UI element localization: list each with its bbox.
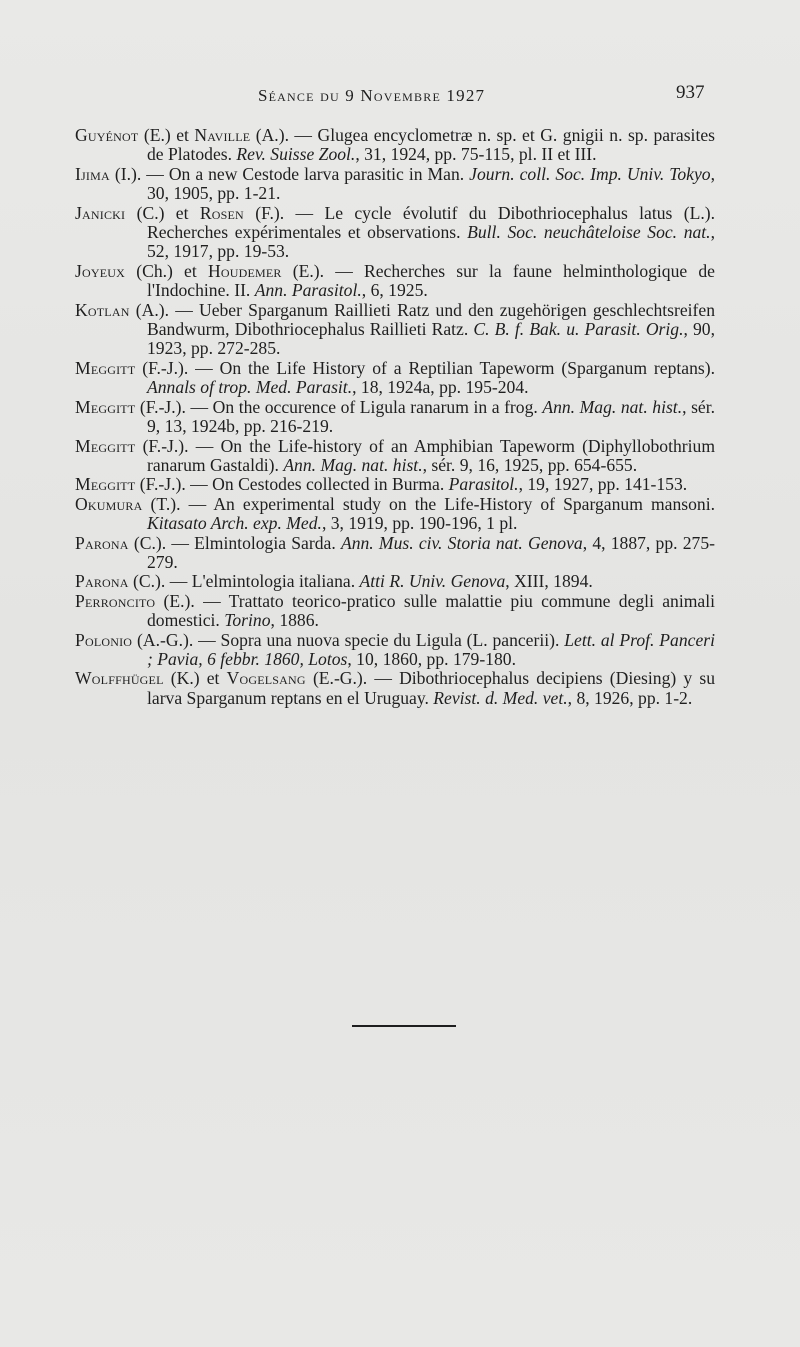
coauthor-initials: (A.). —	[250, 125, 318, 145]
entry-details: , 31, 1924, pp. 75-115, pl. II et III.	[355, 144, 597, 165]
bibliography-entry	[75, 437, 715, 476]
author-name: Meggitt	[75, 474, 136, 495]
author-name: Perroncito	[75, 590, 156, 611]
author-initials: (F.-J.). —	[135, 474, 213, 495]
journal-name: Ann. Mag. nat. hist.	[283, 454, 423, 475]
journal-name: Ann. Parasitol.	[254, 280, 362, 301]
bibliography-entry	[75, 534, 715, 573]
entry-title: Ueber Sparganum Raillieti Ratz und den zugehörigen geschlechtsreifen Bandwurm, Dibothriocephalus Raillieti Ratz.	[147, 299, 715, 340]
page-number: 937	[676, 82, 705, 103]
entry-details: , 4, 1887, pp. 275-279.	[147, 532, 716, 572]
coauthor-name: Vogelsang	[226, 668, 306, 689]
journal-name: Annals of trop. Med. Parasit.	[147, 377, 353, 398]
entry-details: , 90, 1923, pp. 272-285.	[147, 319, 715, 359]
author-initials: (E.). —	[155, 590, 229, 611]
journal-name: Parasitol.	[448, 474, 519, 495]
entry-details: , sér. 9, 16, 1925, pp. 654-655.	[422, 454, 638, 475]
coauthor-initials: (E.). —	[281, 260, 364, 281]
journal-name: Ann. Mus. civ. Storia nat. Genova	[340, 532, 583, 553]
author-name: Meggitt	[75, 435, 136, 456]
coauthor-name: Naville	[194, 125, 251, 145]
entry-title: On Cestodes collected in Burma.	[212, 474, 449, 495]
author-name: Kotlan	[75, 299, 130, 320]
author-name: Okumura	[75, 493, 143, 514]
author-initials: (C.) et	[125, 202, 200, 223]
journal-name: Torino	[224, 610, 271, 631]
coauthor-initials: (F.). —	[243, 202, 325, 223]
author-name: Guyénot	[75, 125, 139, 145]
journal-name: Rev. Suisse Zool.	[236, 144, 356, 165]
entry-title: Recherches sur la faune helminthologique de l'Indochine. II.	[147, 260, 715, 301]
entry-title: Trattato teorico-pratico sulle malattie piu commune degli animali domestici.	[147, 590, 716, 631]
author-initials: (I.). —	[109, 163, 169, 184]
author-name: Wolffhügel	[75, 668, 164, 689]
journal-name: Kitasato Arch. exp. Med.	[147, 513, 322, 534]
entry-title: Glugea encyclometræ n. sp. et G. gnigii n. sp. parasites de Platodes.	[147, 125, 715, 165]
entry-details: , 6, 1925.	[361, 280, 428, 301]
header-title: Séance du 9 Novembre 1927	[258, 86, 486, 105]
author-name: Parona	[75, 532, 129, 553]
author-initials: (E.) et	[138, 125, 195, 145]
author-initials: (A.). —	[129, 299, 199, 320]
coauthor-name: Houdemer	[207, 260, 282, 281]
journal-name: C. B. f. Bak. u. Parasit. Orig.	[473, 319, 684, 340]
bibliography-entry	[75, 669, 715, 708]
entry-title: On a new Cestode larva parasitic in Man.	[168, 163, 470, 184]
bibliography-entry	[75, 359, 715, 398]
entry-title: On the Life History of a Reptilian Tapeworm (Sparganum reptans).	[219, 357, 715, 378]
entry-title: Elmintologia Sarda.	[194, 532, 341, 553]
entry-title: Sopra una nuova specie du Ligula (L. pancerii).	[220, 629, 565, 650]
author-name: Meggitt	[75, 357, 136, 378]
entry-title: On the occurence of Ligula ranarum in a frog.	[212, 396, 543, 417]
bibliography-entry	[75, 572, 715, 591]
author-initials: (F.-J.). —	[135, 396, 213, 417]
entry-details: , 52, 1917, pp. 19-53.	[147, 222, 715, 262]
entry-details: , 1886.	[270, 610, 319, 631]
entry-details: , 19, 1927, pp. 141-153.	[518, 474, 688, 495]
bibliography-entry	[75, 475, 715, 494]
author-initials: (C.). —	[128, 571, 192, 592]
coauthor-name: Rosen	[199, 202, 244, 223]
journal-name: Lett. al Prof. Panceri ; Pavia, 6 febbr. 1860, Lotos	[147, 629, 715, 669]
journal-name: Ann. Mag. nat. hist.	[542, 396, 683, 417]
bibliography-entry	[75, 262, 715, 301]
bibliography-entry	[75, 592, 715, 631]
author-name: Meggitt	[75, 396, 136, 417]
bibliography-entry	[75, 126, 715, 165]
author-name: Ijima	[75, 163, 110, 184]
journal-name: Atti R. Univ. Genova	[359, 571, 506, 592]
author-initials: (Ch.) et	[125, 260, 208, 281]
entry-details: , XIII, 1894.	[505, 571, 593, 592]
entry-title: On the Life-history of an Amphibian Tapeworm (Diphyllobothrium ranarum Gastaldi).	[147, 435, 715, 475]
entry-title: Dibothriocephalus decipiens (Diesing) y su larva Sparganum reptans en el Uruguay.	[147, 668, 716, 708]
entry-title: An experimental study on the Life-History of Sparganum mansoni.	[213, 493, 716, 514]
end-rule	[352, 1025, 456, 1027]
journal-name: Revist. d. Med. vet.	[433, 687, 568, 708]
entry-details: , 30, 1905, pp. 1-21.	[147, 163, 715, 204]
entry-details: , sér. 9, 13, 1924b, pp. 216-219.	[147, 396, 716, 437]
bibliography-entry	[75, 301, 715, 359]
bibliography-entry	[75, 495, 715, 534]
entry-title: L'elmintologia italiana.	[191, 571, 360, 592]
running-header	[0, 82, 800, 112]
bibliography-entry	[75, 204, 715, 262]
entry-details: , 3, 1919, pp. 190-196, 1 pl.	[321, 513, 518, 534]
author-initials: (A.-G.). —	[132, 629, 221, 650]
author-initials: (K.) et	[163, 668, 227, 689]
entry-details: , 10, 1860, pp. 179-180.	[347, 648, 516, 669]
journal-name: Bull. Soc. neuchâteloise Soc. nat.	[467, 222, 711, 243]
bibliography-entry	[75, 398, 715, 437]
author-initials: (F.-J.). —	[135, 357, 220, 378]
bibliography-entry	[75, 165, 715, 204]
journal-name: Journ. coll. Soc. Imp. Univ. Tokyo	[469, 163, 711, 184]
entry-details: , 18, 1924a, pp. 195-204.	[352, 377, 529, 398]
author-name: Janicki	[75, 202, 126, 223]
bibliography-list	[75, 126, 715, 708]
bibliography-entry	[75, 631, 715, 670]
entry-title: Le cycle évolutif du Dibothriocephalus latus (L.). Recherches expérimentales et observations.	[147, 202, 715, 243]
author-initials: (F.-J.). —	[135, 435, 221, 456]
author-initials: (C.). —	[128, 532, 195, 553]
author-initials: (T.). —	[142, 493, 214, 514]
entry-details: , 8, 1926, pp. 1-2.	[567, 687, 693, 708]
author-name: Polonio	[75, 629, 133, 650]
author-name: Joyeux	[75, 260, 126, 281]
coauthor-initials: (E.-G.). —	[305, 668, 400, 689]
author-name: Parona	[75, 571, 129, 592]
